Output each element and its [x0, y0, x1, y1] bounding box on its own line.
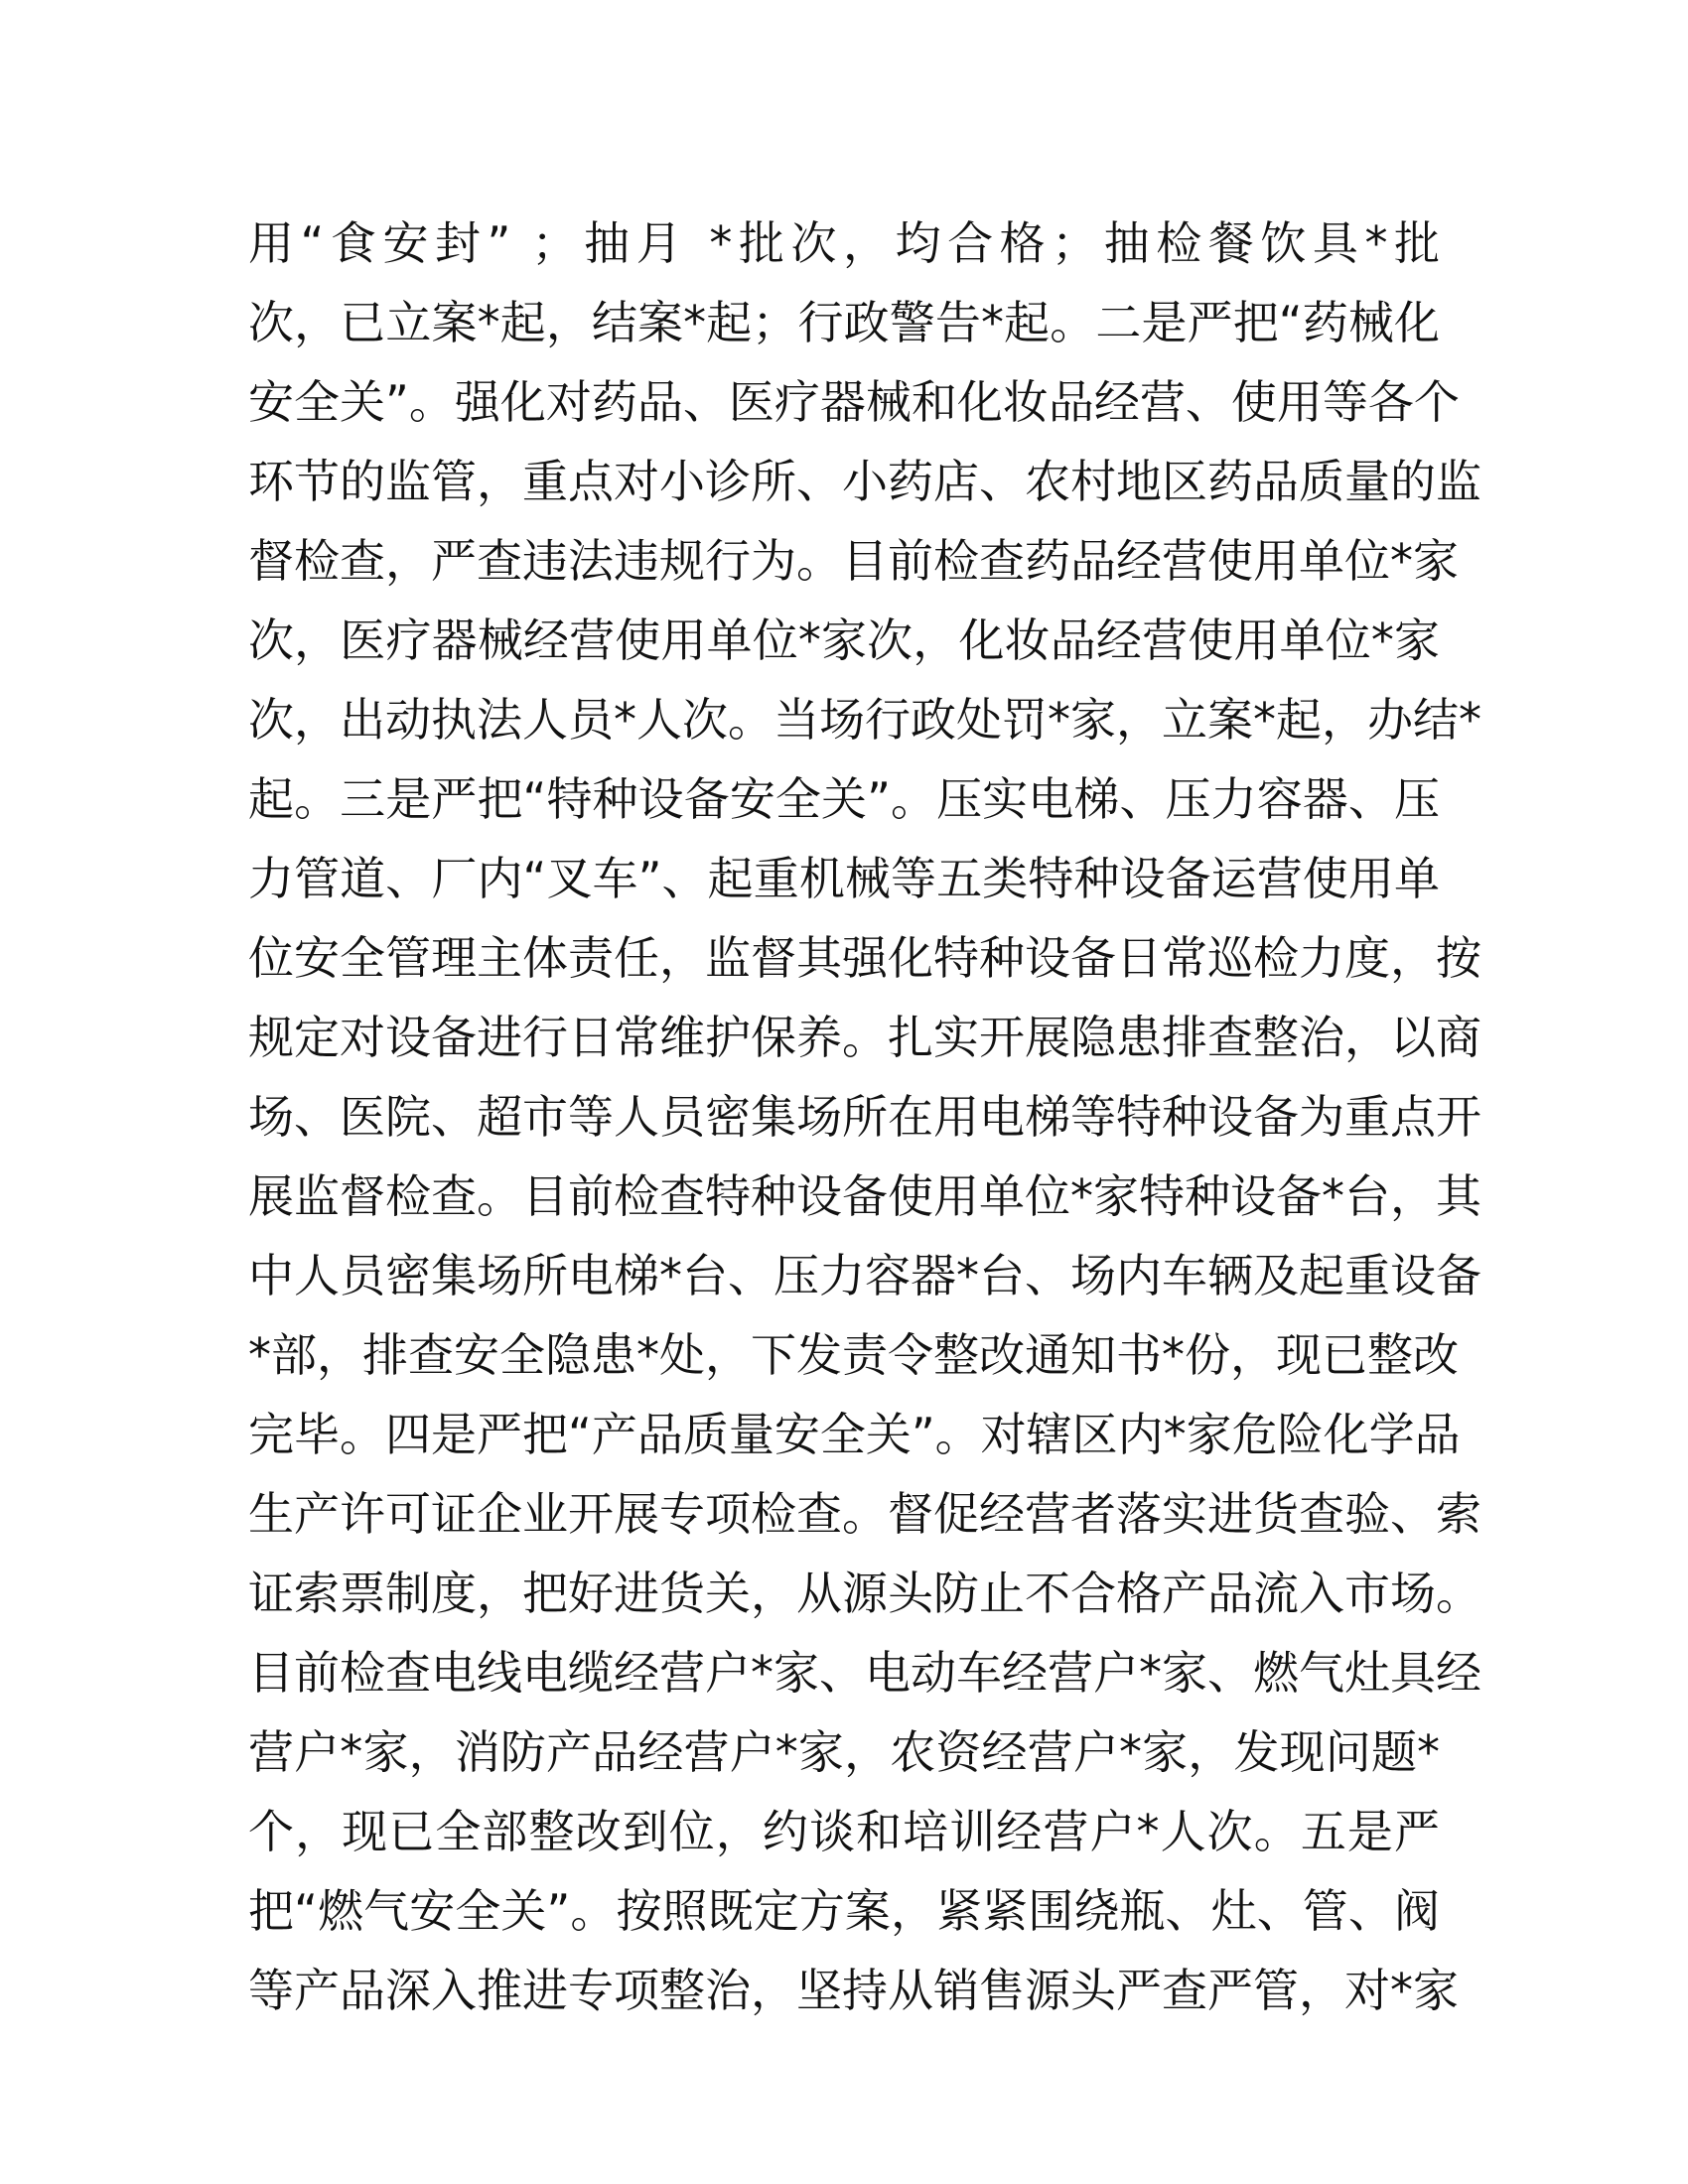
text-line-23: 等产品深入推进专项整治，坚持从销售源头严查严管，对*家	[248, 1964, 1459, 2017]
body-text	[248, 204, 1481, 2030]
text-line-2: 次，已立案*起，结案*起；行政警告*起。二是严把“药械化	[248, 296, 1440, 349]
text-line-4: 环节的监管，重点对小诊所、小药店、农村地区药品质量的监	[248, 455, 1481, 508]
text-line-11: 规定对设备进行日常维护保养。扎实开展隐患排查整治，以商	[248, 1011, 1481, 1064]
text-line-20: 营户*家，消防产品经营户*家，农资经营户*家，发现问题*	[248, 1725, 1440, 1779]
text-line-1: 用“食安封” ；抽月 *批次，均合格；抽检餐饮具*批	[248, 216, 1440, 270]
text-line-15: *部，排查安全隐患*处，下发责令整改通知书*份，现已整改	[248, 1328, 1459, 1382]
text-line-10: 位安全管理主体责任，监督其强化特种设备日常巡检力度，按	[248, 931, 1481, 985]
text-line-21: 个，现已全部整改到位，约谈和培训经营户*人次。五是严	[248, 1805, 1440, 1858]
text-line-22: 把“燃气安全关”。按照既定方案，紧紧围绕瓶、灶、管、阀	[248, 1884, 1440, 1938]
text-line-13: 展监督检查。目前检查特种设备使用单位*家特种设备*台，其	[248, 1169, 1481, 1223]
text-line-16: 完毕。四是严把“产品质量安全关”。对辖区内*家危险化学品	[248, 1408, 1461, 1461]
text-line-8: 起。三是严把“特种设备安全关”。压实电梯、压力容器、压	[248, 772, 1440, 826]
text-line-3: 安全关”。强化对药品、医疗器械和化妆品经营、使用等各个	[248, 375, 1460, 429]
text-line-18: 证索票制度，把好进货关，从源头防止不合格产品流入市场。	[248, 1567, 1481, 1620]
text-line-5: 督检查，严查违法违规行为。目前检查药品经营使用单位*家	[248, 534, 1459, 588]
text-line-12: 场、医院、超市等人员密集场所在用电梯等特种设备为重点开	[248, 1090, 1481, 1144]
text-line-9: 力管道、厂内“叉车”、起重机械等五类特种设备运营使用单	[248, 852, 1440, 905]
text-line-17: 生产许可证企业开展专项检查。督促经营者落实进货查验、索	[248, 1487, 1481, 1541]
text-line-19: 目前检查电线电缆经营户*家、电动车经营户*家、燃气灶具经	[248, 1646, 1481, 1700]
text-line-6: 次，医疗器械经营使用单位*家次，化妆品经营使用单位*家	[248, 614, 1440, 667]
text-line-7: 次，出动执法人员*人次。当场行政处罚*家，立案*起，办结*	[248, 693, 1481, 747]
text-line-14: 中人员密集场所电梯*台、压力容器*台、场内车辆及起重设备	[248, 1249, 1481, 1302]
